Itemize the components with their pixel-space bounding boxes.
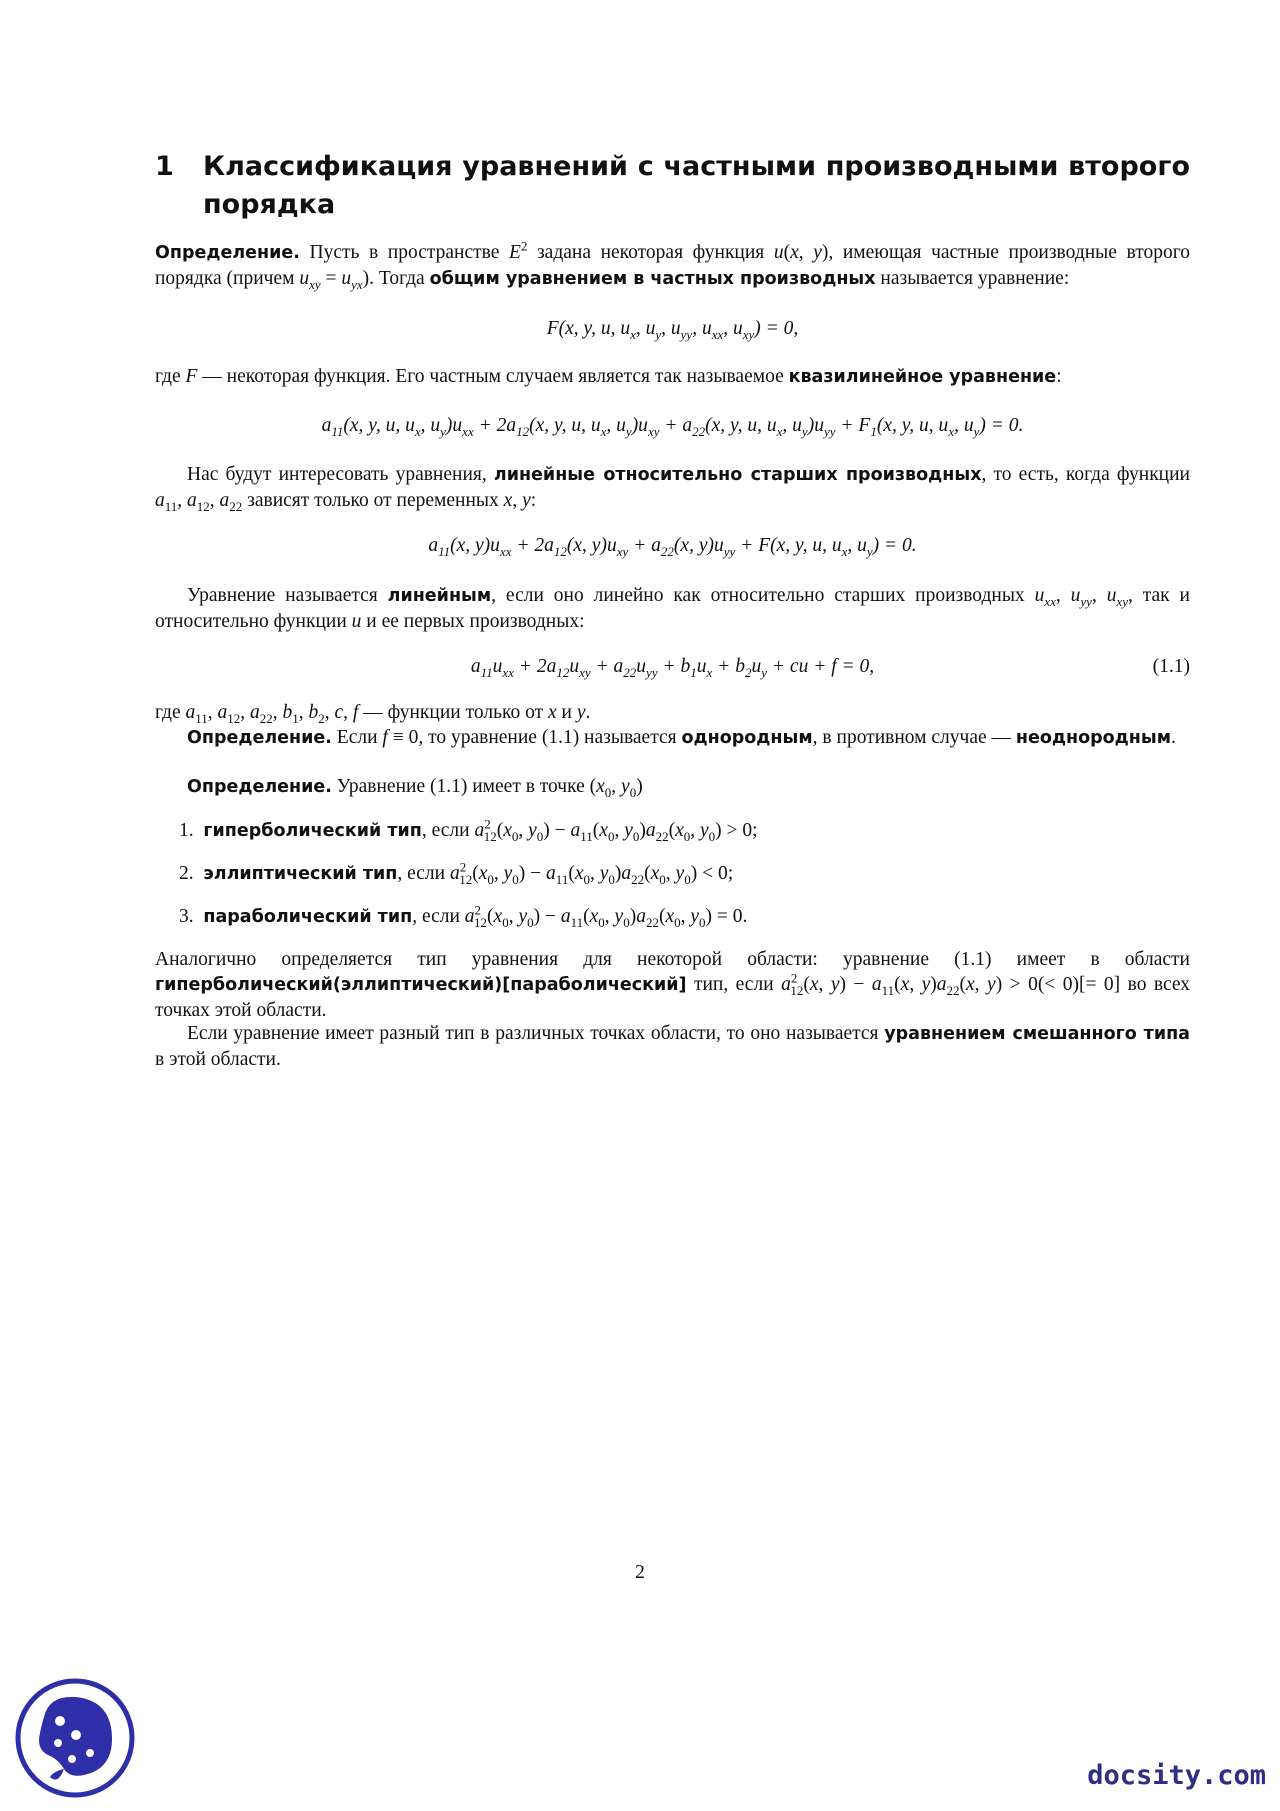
equation-1-1: $a_{11}u_{xx} + 2a_{12}u_{xy} + a_{22}u_{yy} + b_1u_x + b_2u_y$ + cu + f = 0, (1.1) bbox=[470, 656, 1190, 680]
equation-general: F(x, y, u, $u_x$, $u_y$, $u_{yy}$, $u_{xx}$, $u_{xy}) = 0$, bbox=[546, 318, 799, 342]
list-item-parabolic: 3. параболический тип, если $a^2_{12}(x_0$, $y_0) - a_{11}(x_0$, $y_0)a_{22}(x_0$, $y_0) = 0$. bbox=[179, 902, 748, 930]
equation-quasilinear: $a_{11}(x$, y, u, $u_x$, $u_y)u_{xx} + 2a_{12}(x$, y, u, $u_x$, $u_y)u_{xy} + a_{22}(x$, y, u, $u_x$, $u_y)u_{yy} + F_1(x$, y, u, $u_x$, $u_y) = 0$. bbox=[321, 415, 1024, 439]
section-title: Классификация уравнений с частными производными второго порядка bbox=[203, 151, 1190, 220]
paragraph-coefficients: где $a_{11}$, $a_{12}$, $a_{22}$, $b_1$, $b_2$, c, f — функции только от x и y. bbox=[155, 702, 591, 726]
section-number: 1 bbox=[155, 151, 174, 182]
definition-type: Определение. Уравнение (1.1) имеет в точке ($x_0$, $y_0$) bbox=[187, 776, 643, 800]
section-heading bbox=[155, 148, 1190, 224]
page-number: 2 bbox=[635, 1562, 645, 1583]
paragraph-quasilinear: где F — некоторая функция. Его частным случаем является так называемое квазилинейное уравнение: bbox=[155, 366, 1062, 387]
docsity-logo-icon bbox=[14, 1677, 136, 1799]
list-item-elliptic: 2. эллиптический тип, если $a^2_{12}(x_0$, $y_0) - a_{11}(x_0$, $y_0)a_{22}(x_0$, $y_0) < 0$; bbox=[179, 859, 734, 887]
definition-homogeneous: Определение. Если f ≡ 0, то уравнение (1.1) называется однородным, в противном случае — неоднородным. bbox=[187, 727, 1176, 748]
equation-number: (1.1) bbox=[1152, 656, 1190, 677]
paragraph-region-type: Аналогично определяется тип уравнения для некоторой области: уравнение (1.1) имеет в области гиперболический(эллиптический)[параболический] тип, если $a^2_{12}(x$, $y) - a_{11}(x$, $y)a_{22}(x$, y) > 0(< 0)[= 0] во всех точках этой области. bbox=[155, 949, 1191, 1021]
list-item-hyperbolic: 1. гиперболический тип, если $a^2_{12}(x_0$, $y_0) - a_{11}(x_0$, $y_0)a_{22}(x_0$, $y_0) > 0$; bbox=[179, 816, 758, 844]
paragraph-linear: Уравнение называется линейным, если оно линейно как относительно старших производных $u_{xx}$, $u_{yy}$, $u_{xy}$, так и относительно функции u и ее первых производных: bbox=[155, 585, 1190, 632]
paragraph-linear-high-order: Нас будут интересовать уравнения, линейные относительно старших производных, то есть, когда функции $a_{11}$, $a_{12}$, $a_{22}$ зависят только от переменных x, y: bbox=[155, 464, 1190, 514]
docsity-brand-link[interactable]: docsity.com bbox=[1087, 1760, 1266, 1791]
definition-general: Определение. Пусть в пространстве $E^2$ задана некоторая функция u(x, y), имеющая частные производные второго порядка (причем $u_{xy} = u_{yx}$). Тогда общим уравнением в частных производных называется уравнение: bbox=[155, 238, 1191, 292]
paragraph-mixed-type: Если уравнение имеет разный тип в различных точках области, то оно называется уравнением смешанного типа в этой области. bbox=[155, 1023, 1190, 1070]
equation-linear-high-order: $a_{11}(x$, $y)u_{xx} + 2a_{12}(x$, $y)u_{xy} + a_{22}(x$, $y)u_{yy} + F(x$, y, u, $u_x$, $u_y) = 0$. bbox=[428, 535, 917, 559]
